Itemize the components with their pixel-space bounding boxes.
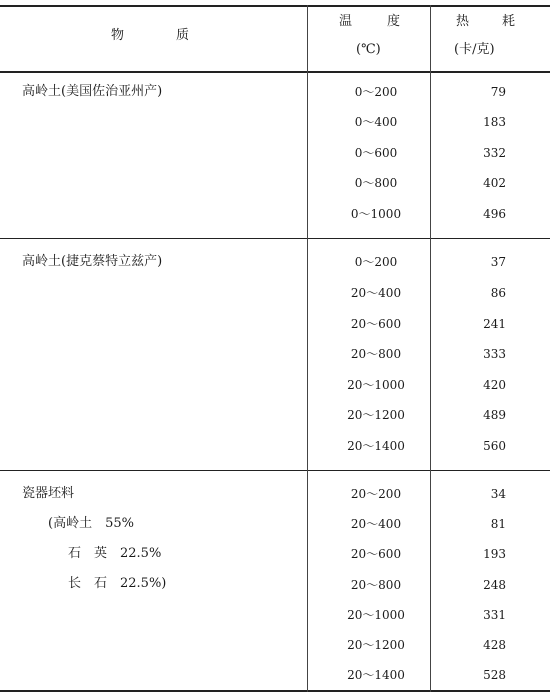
heat-cell: 560 — [483, 439, 506, 453]
heat-cell: 528 — [483, 668, 506, 682]
heat-cell: 193 — [483, 547, 506, 561]
group-rule-1 — [0, 238, 550, 239]
heat-cell: 183 — [483, 115, 506, 129]
heat-cell: 248 — [483, 578, 506, 592]
temperature-cell: 0～800 — [354, 176, 398, 190]
temperature-cell: 0～600 — [354, 146, 398, 160]
composition-note: 长 石 22.5%) — [68, 576, 167, 591]
temperature-cell: 20～1200 — [347, 408, 405, 422]
heat-cell: 331 — [483, 608, 506, 622]
heat-cell: 37 — [490, 255, 506, 269]
heat-cell: 420 — [483, 378, 506, 392]
temperature-cell: 20～400 — [350, 517, 402, 531]
heat-cell: 489 — [483, 408, 506, 422]
bottom-rule — [0, 690, 550, 692]
heat-cell: 86 — [490, 286, 506, 300]
group-rule-2 — [0, 470, 550, 471]
temperature-cell: 20～400 — [350, 286, 402, 300]
header-substance-a: 物 — [111, 28, 125, 43]
heat-cell: 34 — [490, 487, 506, 501]
temperature-cell: 20～1400 — [347, 668, 405, 682]
heat-cell: 428 — [483, 638, 506, 652]
temperature-cell: 0～400 — [354, 115, 398, 129]
heat-cell: 332 — [483, 146, 506, 160]
heat-cell: 81 — [490, 517, 506, 531]
heat-cell: 333 — [483, 347, 506, 361]
temperature-cell: 20～200 — [350, 487, 402, 501]
temperature-cell: 20～800 — [350, 578, 402, 592]
group-name: 高岭土(捷克蔡特立兹产) — [22, 254, 163, 269]
group-name: 瓷器坯料 — [22, 486, 75, 501]
column-divider-1 — [307, 5, 308, 692]
top-rule — [0, 5, 550, 7]
composition-note: 石 英 22.5% — [68, 546, 162, 561]
temperature-cell: 20～1400 — [347, 439, 405, 453]
temperature-cell: 20～600 — [350, 547, 402, 561]
header-temperature-a: 温 — [339, 14, 353, 29]
temperature-cell: 20～1000 — [347, 378, 405, 392]
header-substance-b: 质 — [176, 28, 190, 43]
temperature-cell: 20～600 — [350, 317, 402, 331]
temperature-cell: 0～1000 — [350, 207, 402, 221]
temperature-cell: 20～1000 — [347, 608, 405, 622]
group-name: 高岭土(美国佐治亚州产) — [22, 84, 163, 99]
heat-cell: 496 — [483, 207, 506, 221]
composition-note: (高岭土 55% — [48, 516, 134, 531]
temperature-cell: 20～1200 — [347, 638, 405, 652]
header-heat-b: 耗 — [502, 14, 516, 29]
header-temperature-b: 度 — [387, 14, 401, 29]
header-rule — [0, 71, 550, 73]
heat-cell: 402 — [483, 176, 506, 190]
temperature-cell: 0～200 — [354, 85, 398, 99]
header-heat-unit: (卡/克) — [454, 42, 495, 57]
heat-cell: 241 — [483, 317, 506, 331]
heat-cell: 79 — [490, 85, 506, 99]
header-heat-a: 热 — [456, 14, 470, 29]
temperature-cell: 20～800 — [350, 347, 402, 361]
header-temperature-unit: (℃) — [356, 42, 381, 57]
temperature-cell: 0～200 — [354, 255, 398, 269]
